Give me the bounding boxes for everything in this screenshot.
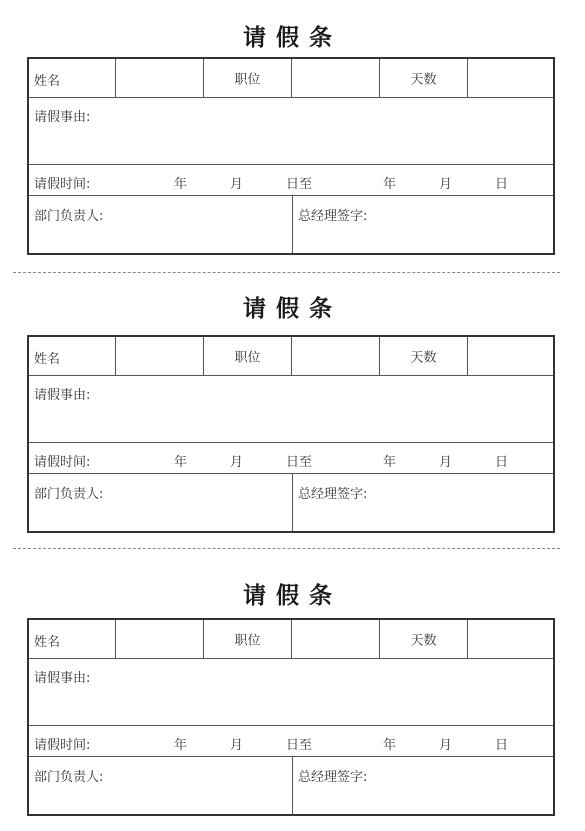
cut-line-1 — [13, 272, 560, 273]
position-label-cell — [204, 59, 292, 97]
name-label: 姓名 — [34, 74, 61, 89]
reason-label: 请假事由: — [34, 110, 91, 125]
info-row — [29, 620, 553, 659]
dept-head-label: 部门负责人: — [34, 770, 104, 785]
signature-row — [29, 196, 553, 253]
dept-head-field[interactable] — [29, 474, 293, 531]
name-label-cell — [29, 620, 116, 658]
form-table — [27, 618, 555, 816]
position-label: 职位 — [234, 633, 261, 649]
day-to-label: 日至 — [286, 177, 313, 192]
leave-form-1 — [0, 0, 585, 270]
reason-row[interactable] — [29, 98, 553, 165]
day2-label: 日 — [495, 177, 509, 192]
day2-label: 日 — [495, 738, 509, 753]
position-field[interactable] — [292, 337, 380, 375]
signature-row — [29, 757, 553, 814]
day-to-label: 日至 — [286, 455, 313, 470]
days-label-cell — [380, 59, 468, 97]
info-row — [29, 337, 553, 376]
days-label: 天数 — [410, 72, 437, 88]
days-field[interactable] — [468, 59, 553, 97]
name-label: 姓名 — [34, 635, 61, 650]
position-field[interactable] — [292, 620, 380, 658]
days-field[interactable] — [468, 337, 553, 375]
name-field[interactable] — [116, 337, 204, 375]
leave-form-2 — [0, 278, 585, 538]
name-label-cell — [29, 59, 116, 97]
name-field[interactable] — [116, 620, 204, 658]
day-to-label: 日至 — [286, 738, 313, 753]
gm-sign-field[interactable] — [293, 474, 553, 531]
gm-sign-field[interactable] — [293, 196, 553, 253]
days-label: 天数 — [410, 350, 437, 366]
info-row — [29, 59, 553, 98]
position-label: 职位 — [234, 72, 261, 88]
time-row[interactable] — [29, 443, 553, 474]
signature-row — [29, 474, 553, 531]
form-title: 请假条 — [243, 582, 342, 609]
position-label: 职位 — [234, 350, 261, 366]
position-label-cell — [204, 620, 292, 658]
year2-label: 年 — [383, 177, 397, 192]
year2-label: 年 — [383, 455, 397, 470]
month-label: 月 — [230, 738, 244, 753]
days-label-cell — [380, 620, 468, 658]
form-table — [27, 57, 555, 255]
month2-label: 月 — [439, 738, 453, 753]
day2-label: 日 — [495, 455, 509, 470]
year-label: 年 — [174, 455, 188, 470]
gm-sign-label: 总经理签字: — [298, 209, 368, 224]
time-label: 请假时间: — [34, 455, 91, 470]
year-label: 年 — [174, 738, 188, 753]
month2-label: 月 — [439, 177, 453, 192]
gm-sign-label: 总经理签字: — [298, 770, 368, 785]
position-field[interactable] — [292, 59, 380, 97]
reason-label: 请假事由: — [34, 671, 91, 686]
reason-row[interactable] — [29, 376, 553, 443]
month-label: 月 — [230, 177, 244, 192]
days-field[interactable] — [468, 620, 553, 658]
form-title: 请假条 — [243, 295, 342, 322]
days-label: 天数 — [410, 633, 437, 649]
dept-head-field[interactable] — [29, 196, 293, 253]
time-row[interactable] — [29, 726, 553, 757]
gm-sign-label: 总经理签字: — [298, 487, 368, 502]
cut-line-2 — [13, 548, 560, 549]
time-label: 请假时间: — [34, 177, 91, 192]
month-label: 月 — [230, 455, 244, 470]
position-label-cell — [204, 337, 292, 375]
form-table — [27, 335, 555, 533]
dept-head-field[interactable] — [29, 757, 293, 814]
time-label: 请假时间: — [34, 738, 91, 753]
gm-sign-field[interactable] — [293, 757, 553, 814]
month2-label: 月 — [439, 455, 453, 470]
time-row[interactable] — [29, 165, 553, 196]
year-label: 年 — [174, 177, 188, 192]
year2-label: 年 — [383, 738, 397, 753]
reason-row[interactable] — [29, 659, 553, 726]
name-field[interactable] — [116, 59, 204, 97]
form-title: 请假条 — [243, 24, 342, 51]
dept-head-label: 部门负责人: — [34, 209, 104, 224]
days-label-cell — [380, 337, 468, 375]
name-label-cell — [29, 337, 116, 375]
leave-form-3 — [0, 560, 585, 825]
dept-head-label: 部门负责人: — [34, 487, 104, 502]
reason-label: 请假事由: — [34, 388, 91, 403]
name-label: 姓名 — [34, 352, 61, 367]
